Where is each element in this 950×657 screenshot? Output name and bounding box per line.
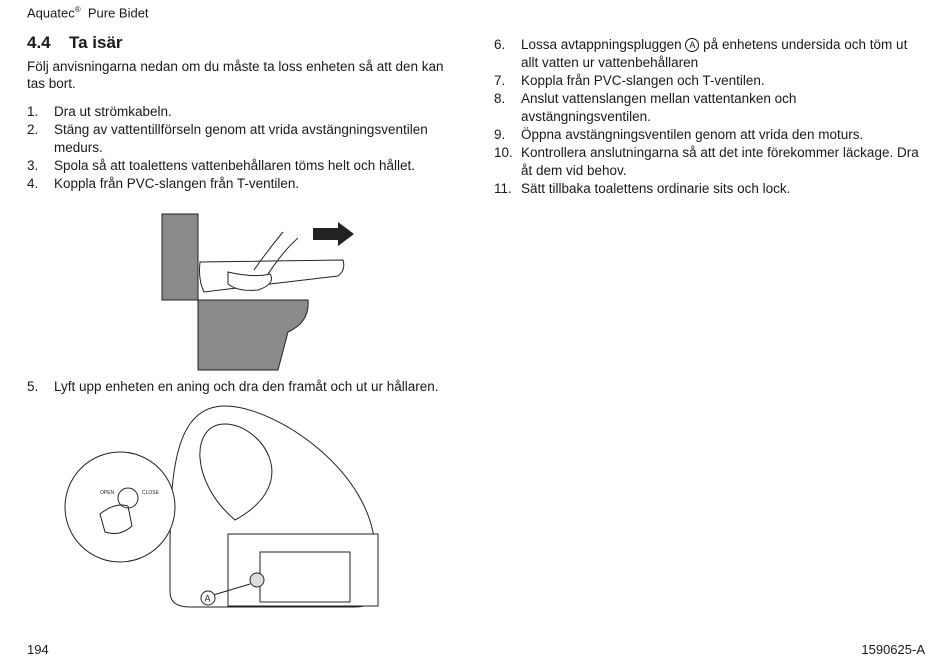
step-number: 4. xyxy=(27,176,39,191)
step-text: Stäng av vattentillförseln genom att vrida avstängningsventilen medurs. xyxy=(54,122,428,155)
control-housing-outline xyxy=(228,534,378,606)
marker-a-symbol: A xyxy=(685,38,699,52)
zoom-detail-circle xyxy=(65,452,175,562)
step-item xyxy=(494,36,924,72)
section-heading: Ta isär xyxy=(69,33,123,52)
page-number: 194 xyxy=(27,642,49,657)
step-item xyxy=(27,121,462,157)
step-text: Anslut vattenslangen mellan vattentanken och avstängningsventilen. xyxy=(521,91,797,124)
product-name: Pure Bidet xyxy=(87,5,149,21)
step-item xyxy=(27,157,462,175)
step-text: på enhetens undersida och töm ut allt vatten ur vattenbehållaren xyxy=(521,37,908,70)
section-number: 4.4 xyxy=(27,33,51,52)
steps-list-right xyxy=(494,36,924,198)
step-number: 10. xyxy=(494,145,513,160)
toilet-bowl-illustration xyxy=(198,300,308,370)
document-code: 1590625-A xyxy=(861,642,925,657)
step-number: 6. xyxy=(494,37,506,52)
steps-list-left xyxy=(27,103,462,193)
step-text: Koppla från PVC-slangen och T-ventilen. xyxy=(521,73,765,88)
step-number: 2. xyxy=(27,122,39,137)
step-number: 11. xyxy=(494,181,512,196)
intro-paragraph: Följ anvisningarna nedan om du måste ta loss enheten så att den kan tas bort. xyxy=(27,59,444,91)
step-item xyxy=(494,144,924,180)
step-item xyxy=(494,126,924,144)
step-item xyxy=(494,90,924,126)
step-number: 5. xyxy=(27,379,39,394)
steps-list-step5 xyxy=(27,378,462,396)
step-number: 8. xyxy=(494,91,506,106)
step-number: 7. xyxy=(494,73,506,88)
open-label: OPEN xyxy=(100,490,115,496)
direction-arrow-icon xyxy=(313,222,354,246)
step-text: Spola så att toalettens vattenbehållaren töms helt och hållet. xyxy=(54,158,415,173)
step-item xyxy=(27,175,462,193)
drain-plug-illustration xyxy=(250,573,264,587)
step-number: 9. xyxy=(494,127,506,142)
step-number: 1. xyxy=(27,104,39,119)
toilet-removal-illustration xyxy=(158,210,368,372)
step-text: Öppna avstängningsventilen genom att vrida den moturs. xyxy=(521,127,864,142)
step-text: Lyft upp enheten en aning och dra den framåt och ut ur hållaren. xyxy=(54,379,439,394)
close-label: CLOSE xyxy=(142,490,159,496)
step-item xyxy=(494,180,924,198)
unit-underside-illustration xyxy=(60,402,390,612)
registered-mark: ® xyxy=(74,5,81,14)
toilet-tank-illustration xyxy=(162,214,198,300)
bidet-seat-illustration xyxy=(200,260,344,292)
step-number: 3. xyxy=(27,158,39,173)
step-text: Dra ut strömkabeln. xyxy=(54,104,172,119)
step-item xyxy=(27,103,462,121)
step-item xyxy=(494,72,924,90)
step-text: Koppla från PVC-slangen från T-ventilen. xyxy=(54,176,300,191)
step-item xyxy=(27,378,462,396)
step-text: Sätt tillbaka toalettens ordinarie sits och lock. xyxy=(521,181,791,196)
section-title xyxy=(27,33,123,53)
step-text: Kontrollera anslutningarna så att det inte förekommer läckage. Dra åt dem vid behov. xyxy=(521,145,919,178)
step-text: Lossa avtappningspluggen xyxy=(521,37,682,52)
brand-name: Aquatec xyxy=(27,5,75,21)
document-header xyxy=(27,5,149,20)
marker-a-label: A xyxy=(204,593,211,604)
